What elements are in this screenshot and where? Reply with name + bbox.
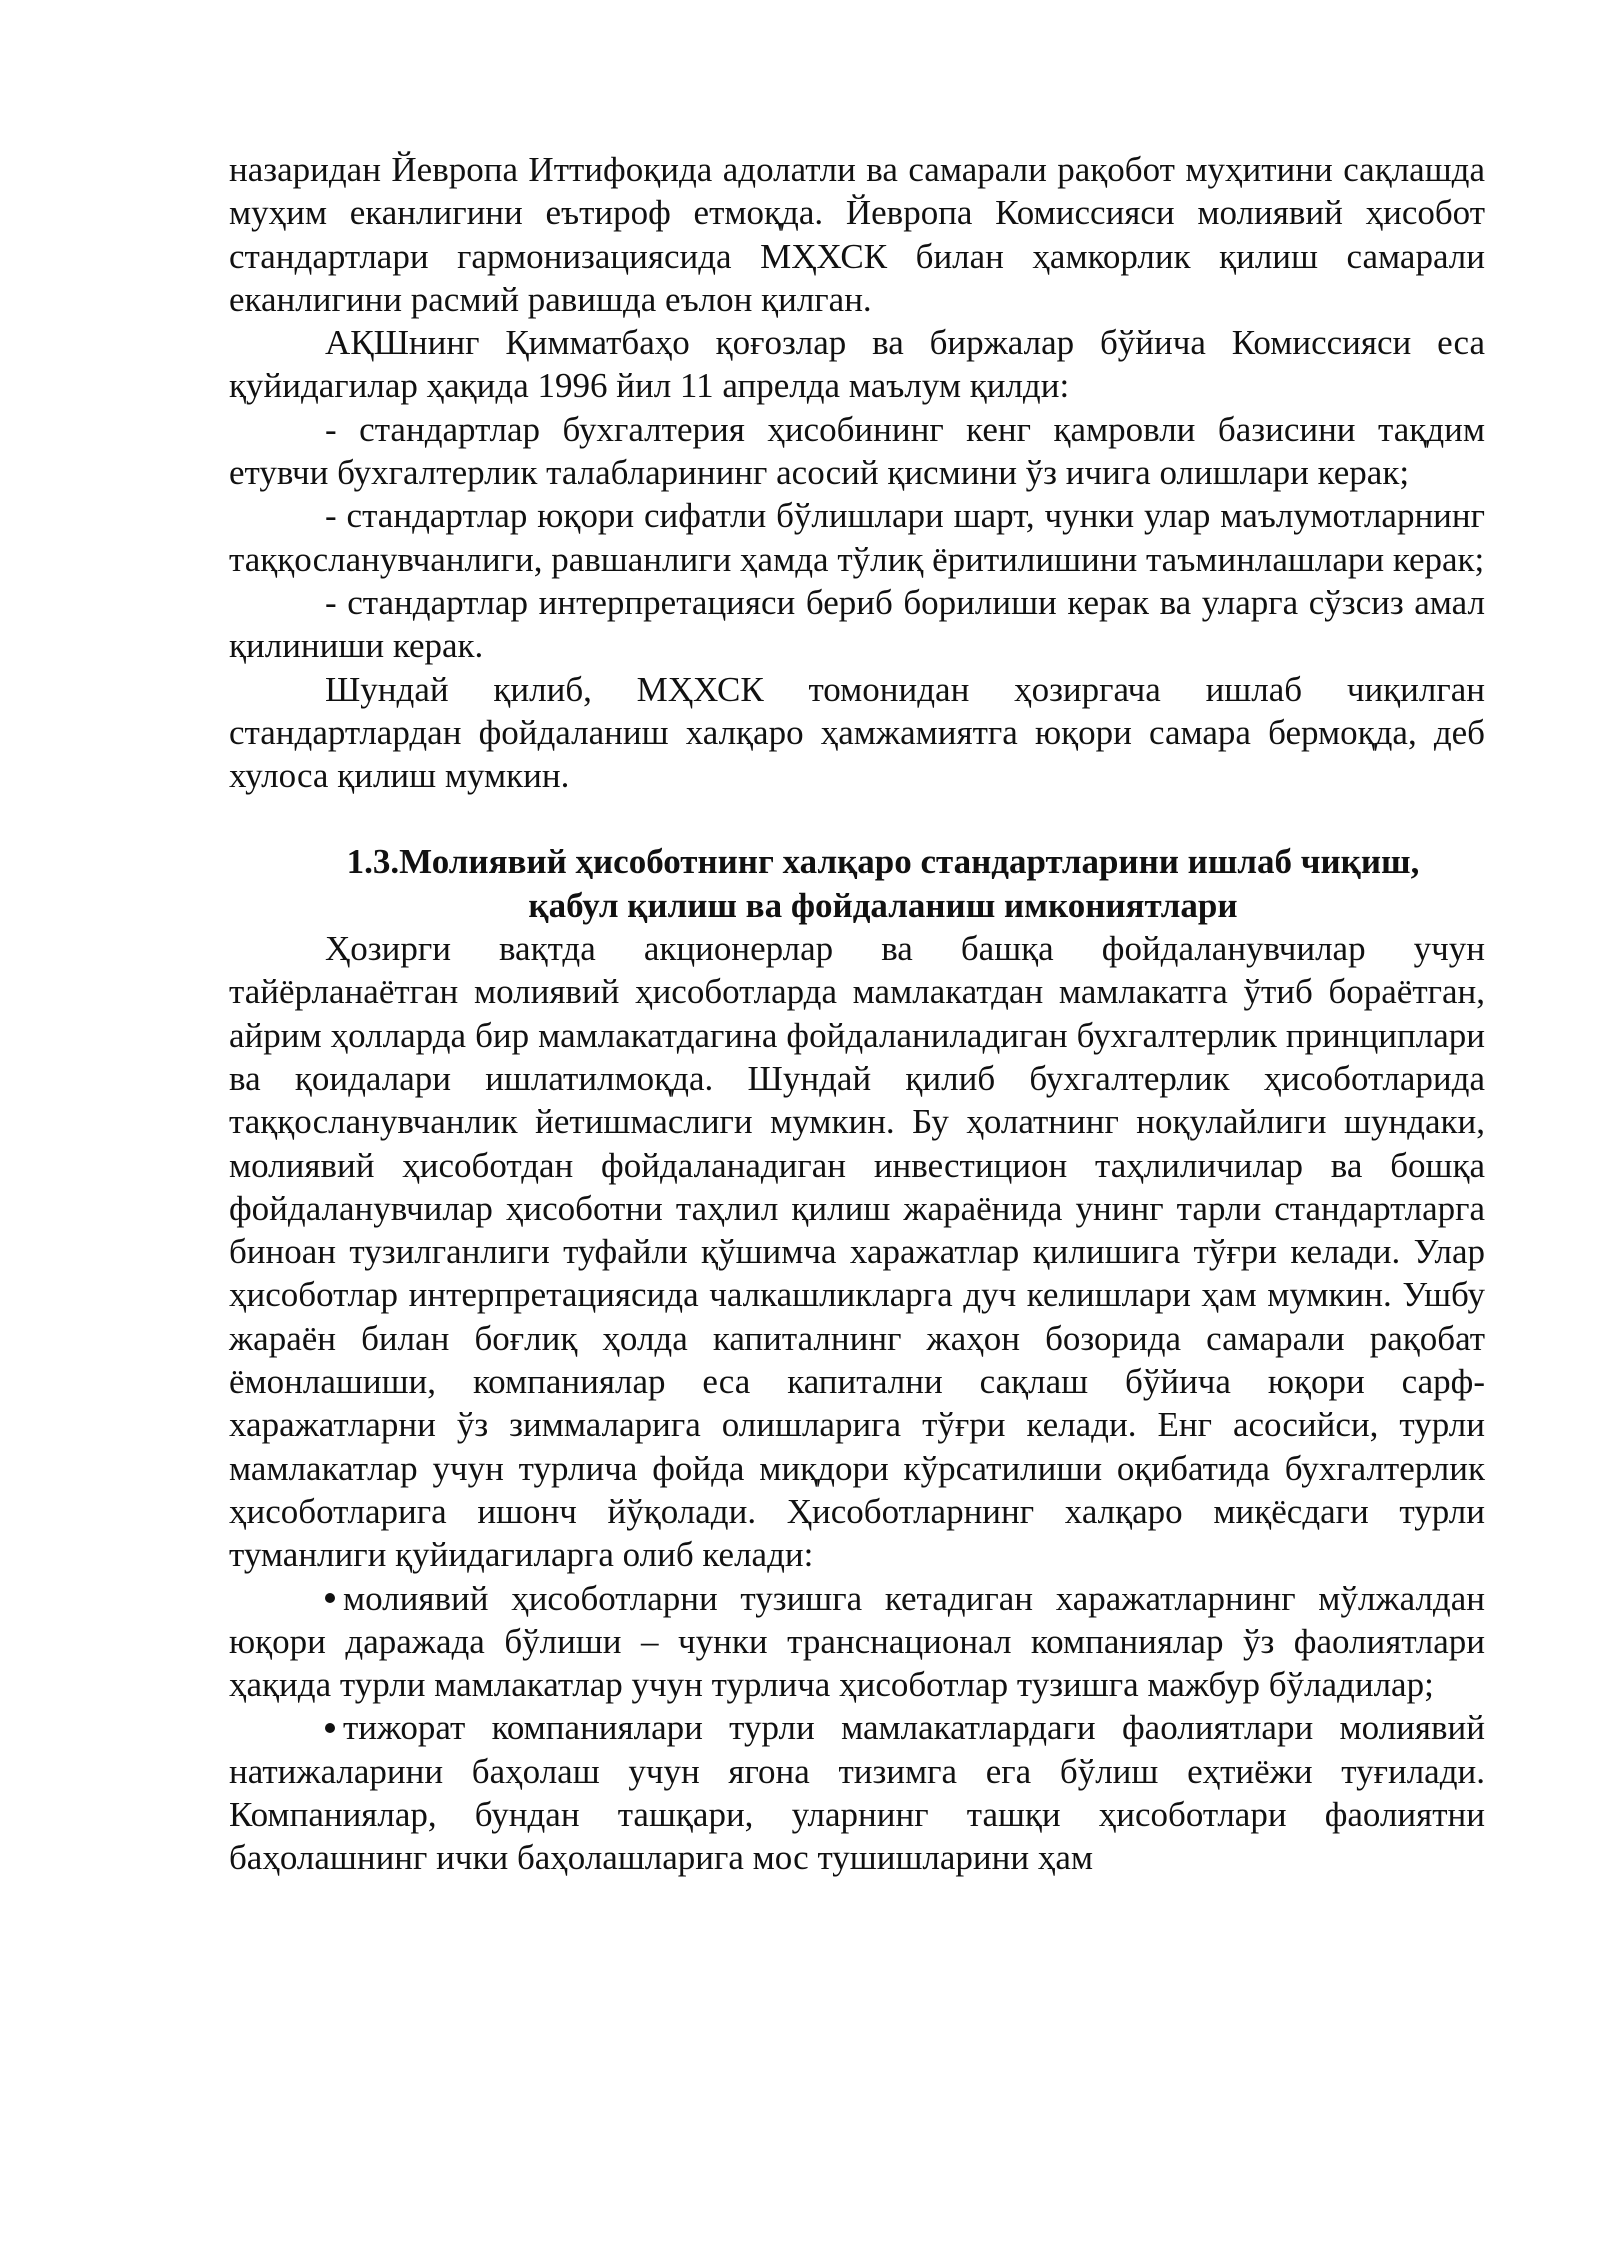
bullet-list-item bbox=[229, 1577, 1485, 1707]
paragraph-sec-announcement: АҚШнинг Қимматбаҳо қоғозлар ва биржалар бўйича Комиссияси еса қуйидагилар ҳақида 1996 йил 11 апрелда маълум қилди: bbox=[229, 323, 1485, 406]
bullet-icon bbox=[325, 1593, 335, 1603]
dash-item-text: стандартлар бухгалтерия ҳисобининг кенг қамровли базисини тақдим етувчи бухгалтерлик талабларининг асосий қисмини ўз ичига олишлари керак; bbox=[229, 409, 1486, 493]
dash-item-text: стандартлар юқори сифатли бўлишлари шарт, чунки улар маълумотларнинг таққосланувчанлиги, равшанлиги ҳамда тўлиқ ёритилишини таъминлашлари керак; bbox=[229, 496, 1486, 579]
dash-marker: - bbox=[325, 582, 337, 622]
bullet-list-item bbox=[229, 1706, 1485, 1879]
document-body bbox=[229, 148, 1485, 1880]
dash-list-item bbox=[229, 581, 1485, 668]
section-heading bbox=[229, 840, 1485, 927]
dash-marker: - bbox=[325, 496, 337, 536]
dash-list-item bbox=[229, 494, 1485, 581]
dash-marker: - bbox=[325, 409, 337, 449]
dash-list-item bbox=[229, 408, 1485, 495]
bullet-item-text: тижорат компаниялари турли мамлакатлардаги фаолиятлари молиявий натижаларини баҳолаш учун ягона тизимга ега бўлиш еҳтиёжи туғилади. Компаниялар, бундан ташқари, уларнинг ташқи ҳисоботлари фаолиятни баҳолашнинг ички баҳолашларига мос тушишларини ҳам bbox=[229, 1708, 1485, 1878]
paragraph-intro-continuation: назаридан Йевропа Иттифоқида адолатли ва самарали рақобот муҳитини сақлашда муҳим еканлигини еътироф етмоқда. Йевропа Комиссияси молиявий ҳисобот стандартлари гармонизациясида МҲХСК билан ҳамкорлик қилиш самарали еканлигини расмий равишда еълон қилган. bbox=[229, 150, 1485, 319]
section-heading-line1: 1.3.Молиявий ҳисоботнинг халқаро стандартларини ишлаб чиқиш, bbox=[346, 842, 1420, 882]
dash-item-text: стандартлар интерпретацияси бериб борилиши керак ва уларга сўзсиз амал қилиниши керак. bbox=[229, 582, 1485, 666]
paragraph-section-body: Ҳозирги вақтда акционерлар ва башқа фойдаланувчилар учун тайёрланаётган молиявий ҳисоботларда мамлакатдан мамлакатга ўтиб бораётган, айрим ҳолларда бир мамлакатдагина фойдаланиладиган бухгалтерлик принциплари ва қоидалари ишлатилмоқда. Шундай қилиб бухгалтерлик ҳисоботларида таққосланувчанлик йетишмаслиги мумкин. Бу ҳолатнинг ноқулайлиги шундаки, молиявий ҳисоботдан фойдаланадиган инвестицион таҳлиличилар ва бошқа фойдаланувчилар ҳисоботни таҳлил қилиш жараёнида унинг тарли стандартларга биноан тузилганлиги туфайли қўшимча харажатлар қилишига тўғри келади. Улар ҳисоботлар интерпретациясида чалкашликларга дуч келишлари ҳам мумкин. Ушбу жараён билан боғлиқ ҳолда капиталнинг жаҳон бозорида самарали рақобат ёмонлашиши, компаниялар еса капитални сақлаш бўйича юқори сарф-харажатларни ўз зиммаларига олишларига тўғри келади. Енг асосийси, турли мамлакатлар учун турлича фойда миқдори кўрсатилиши оқибатида бухгалтерлик ҳисоботларига ишонч йўқолади. Ҳисоботларнинг халқаро миқёсдаги турли туманлиги қуйидагиларга олиб келади: bbox=[229, 929, 1485, 1575]
bullet-icon bbox=[325, 1723, 335, 1733]
section-heading-line2: қабул қилиш ва фойдаланиш имкониятлари bbox=[528, 885, 1238, 925]
paragraph-conclusion: Шундай қилиб, МҲХСК томонидан ҳозиргача ишлаб чиқилган стандартлардан фойдаланиш халқаро ҳамжамиятга юқори самара бермоқда, деб хулоса қилиш мумкин. bbox=[229, 669, 1485, 796]
bullet-item-text: молиявий ҳисоботларни тузишга кетадиган харажатларнинг мўлжалдан юқори даражада бўлиши – чунки транснационал компаниялар ўз фаолиятлари ҳақида турли мамлакатлар учун турлича ҳисоботлар тузишга мажбур бўладилар; bbox=[229, 1578, 1485, 1705]
